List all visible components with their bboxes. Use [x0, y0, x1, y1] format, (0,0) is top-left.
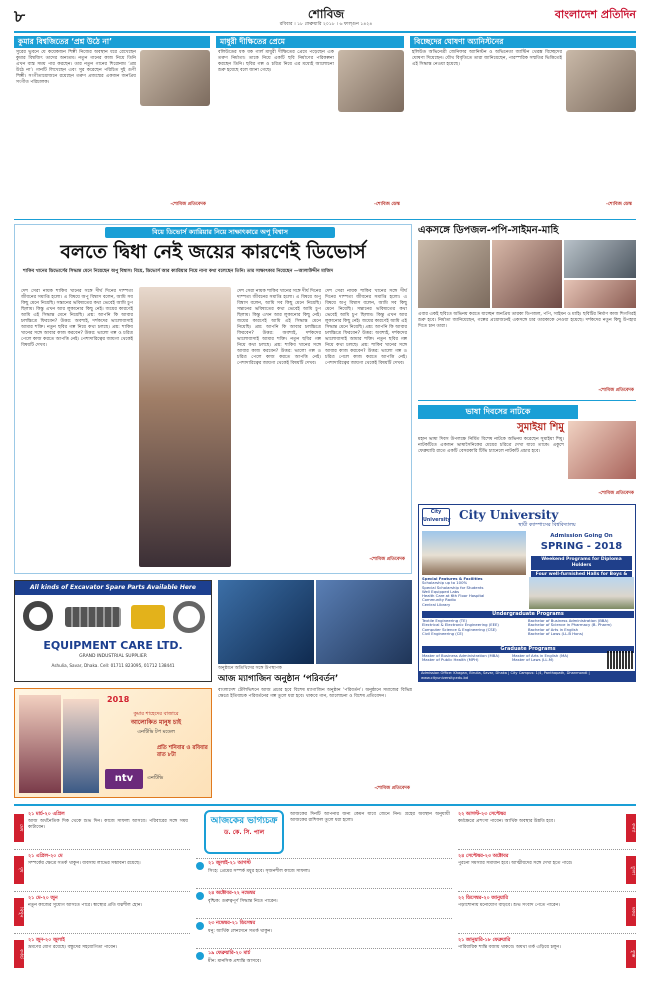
- cu-program-2: Four well-furnished Halls for Boys &: [531, 571, 632, 585]
- header-rule: [14, 31, 636, 33]
- cu-ug-program: Computer Science & Engineering (CSE): [422, 626, 497, 632]
- leo-icon: [196, 862, 204, 870]
- horoscope-left: [14, 810, 190, 976]
- sign-text: পারিবারিক শান্তি বজায় থাকবে। অযথা তর্ক এড়িয়ে চলুন।: [458, 945, 561, 950]
- ekshonge-title: একসঙ্গে ডিপজল-পপি-সাইমন-মাহি: [418, 225, 559, 236]
- apu-interview: [14, 224, 412, 574]
- simon-photo: [564, 240, 636, 278]
- sign-entry: [14, 936, 190, 976]
- story-byline: -শোবিজ ডেস্ক: [606, 202, 632, 207]
- apu-intro: শাকিব খানের ডিভোর্সের সিদ্ধান্ত মেনে নিয়েছেন অপু বিশ্বাস। বিয়ে, ডিভোর্স আর ক্যারিয়ার নিয়ে নানা কথা বলেছেন তিনি। তার সাক্ষাৎকার নিয়েছেন —আলাউদ্দীন মাজিদ: [23, 269, 333, 274]
- page-number: ৮: [14, 7, 26, 27]
- sign-date: ১৯ ফেব্রুয়ারি-২০ মার্চ: [208, 951, 251, 956]
- cu-campus-photo: [422, 531, 526, 575]
- cu-ug-program: Bachelor of Science in Pharmacy (B. Pharm): [528, 622, 612, 628]
- promo-year: 2018: [107, 695, 130, 704]
- story-kumar-biswajit: [14, 36, 210, 214]
- cu-facility: Special Scholarship for Students: [422, 584, 484, 590]
- sign-date: ২১ মার্চ-২০ এপ্রিল: [28, 812, 65, 817]
- equipment-company: EQUIPMENT CARE LTD.: [43, 639, 183, 652]
- cu-facilities-title: Special Features & Facilities: [422, 576, 483, 581]
- horoscope-author: ড. কে. সি. পাল: [223, 829, 265, 836]
- sign-text: সম্পর্কের ক্ষেত্রে সতর্ক থাকুন। ব্যবসায় লাভের সম্ভাবনা রয়েছে।: [28, 861, 141, 866]
- story-madhuri: [216, 36, 404, 214]
- issue-date: রবিবার । ১৮ ফেব্রুয়ারি ২০১৮ । ৬ ফাল্গুন ১৪২৪: [279, 22, 373, 27]
- sign-entry: [14, 894, 190, 934]
- cu-logo-text: City University: [423, 510, 451, 523]
- ntv-promo-ad: [14, 688, 212, 798]
- sign-date: ২১ মে-২০ জুন: [28, 896, 58, 901]
- ntv-logo-text: ntv: [114, 773, 134, 784]
- ekshonge-byline: -শোবিজ প্রতিবেদক: [598, 388, 634, 393]
- promo-sponsor: এনটিভি: [147, 775, 164, 781]
- cu-grad-list: [422, 654, 602, 668]
- cu-ug-program: Civil Engineering (CE): [422, 631, 464, 637]
- story-byline: -শোবিজ ডেস্ক: [374, 202, 400, 207]
- cu-grad-program: Master of Public Health (MPH): [422, 657, 479, 663]
- horoscope-title: আজকের ভাগ্যচক্র: [210, 816, 278, 826]
- excavator-icon: [131, 605, 165, 629]
- capricorn-icon: মকর: [626, 898, 636, 926]
- horoscope-center: [196, 810, 452, 976]
- sign-date: ২১ জুলাই-২১ আগস্ট: [208, 861, 251, 866]
- cu-contact: Admission Office: Khagan, Birulia, Savar, Dhaka | City Campus: 1/4, Panthapath, Dhanmondi | www.cityuniversity.edu.bd: [419, 671, 635, 681]
- sign-date: ২৪ সেপ্টেম্বর-২৩ অক্টোবর: [458, 854, 509, 859]
- horoscope-intro: আজকের দিনটি আপনার জন্য কেমন যাবে জেনে নিন। গ্রহের অবস্থান অনুযায়ী আজকের রাশিফল তুলে ধরা হলো।: [290, 812, 450, 823]
- track-chain-icon: [65, 607, 121, 627]
- sign-entry: [14, 810, 190, 850]
- scorpio-icon: [196, 892, 204, 900]
- story-title: বিচ্ছেদের ঘোষণা অ্যানিস্টনের: [410, 36, 636, 48]
- bhasha-title-box: [418, 405, 578, 419]
- sign-text: ধনু: আর্থিক লেনদেনে সতর্ক থাকুন।: [208, 929, 273, 934]
- promo-line-3: এনটিভি টপ মডেল: [137, 729, 175, 735]
- story-bhasha: [418, 400, 636, 500]
- model-photo-1: [19, 695, 61, 793]
- equipment-care-ad: [14, 580, 212, 682]
- sign-entry: [458, 852, 636, 892]
- cu-facility: Scholarship up to 100%: [422, 580, 468, 586]
- horoscope-right: [458, 810, 636, 976]
- apu-body-right: দেশ সেরা নায়ক শাকিব খানের সঙ্গে দীর্ঘ দিনের দাম্পত্য জীবনের সমাপ্তি হলো। এ বিষয়ে অপু বিশ্বাস বলেন, আমি সব কিছু মেনে নিয়েছি। সন্তানের ভবিষ্যতের কথা ভেবেই আমি চুপ ছিলাম। কিন্তু এখন আর লুকানোর কিছু নেই। জয়ের কারণেই আমি এই সিদ্ধান্ত মেনে নিয়েছি। প্রশ্ন: আপনি কি আবার চলচ্চিত্রে ফিরবেন? উত্তর: অবশ্যই, দর্শকদের ভালোবাসাই আমার শক্তি। নতুন ছবির গল্প নিয়ে কথা চলছে। প্রশ্ন: শাকিব খানের সঙ্গে আবার কাজ করবেন? উত্তর: ভালো গল্প ও চরিত্র পেলে কাজ করতে আপত্তি নেই। পেশাদারিত্বের জায়গা থেকেই বিষয়টি দেখব।: [237, 289, 321, 366]
- sign-entry: [458, 810, 636, 850]
- story-title: মাধুরী দীক্ষিতের প্রেমে: [216, 36, 404, 48]
- page-header: [14, 6, 636, 30]
- cu-ug-program: Bachelor of Laws (LL.B Hons): [528, 631, 584, 637]
- cu-facility: Health Care at 6th Floor Hospital: [422, 593, 485, 599]
- sign-date: ২১ জানুয়ারি-১৮ ফেব্রুয়ারি: [458, 938, 511, 943]
- cu-facilities: [422, 577, 526, 609]
- city-university-ad: [418, 504, 636, 682]
- equipment-tagline: GRAND INDUSTRIAL SUPPLIER: [79, 654, 147, 659]
- sign-text: নতুন কাজের সুযোগ আসতে পারে। স্বাস্থ্যের প্রতি যত্নশীল হোন।: [28, 903, 143, 908]
- pisces-icon: [196, 952, 204, 960]
- taurus-icon: বৃষ: [14, 856, 24, 884]
- ekshonge-body: এবার একই ছবিতে অভিনয় করতে যাচ্ছেন জনপ্রিয় তারকা ডিপজল, পপি, সাইমন ও মাহি। ছবিটির নির্মাণ কাজ শিগগিরই শুরু হবে। নির্মাতা জানিয়েছেন, গল্পের প্রয়োজনেই একসঙ্গে চার তারকাকে নেওয়া হয়েছে। দর্শকদের নতুন কিছু উপহার দিতে চান তারা।: [418, 312, 636, 329]
- story-aniston: [410, 36, 636, 214]
- apu-banner-text: বিয়ে ডিভোর্স ক্যারিয়ার নিয়ে সাক্ষাৎকারে অপু বিশ্বাস: [152, 228, 288, 236]
- show-photo-1: [218, 580, 314, 664]
- madhuri-photo: [338, 50, 404, 112]
- cu-ug-program: Bachelor of Arts in English: [528, 626, 578, 632]
- show-byline: -শোবিজ প্রতিবেদক: [374, 786, 410, 791]
- masthead-logo: বাংলাদেশ প্রতিদিন: [554, 8, 636, 21]
- bhasha-title: ভাষা দিবসের নাটকে: [465, 407, 531, 416]
- promo-schedule: প্রতি শনিবার ও রবিবার রাত ৮টা: [157, 745, 208, 758]
- sign-text: সিংহ: প্রেমের সম্পর্ক মধুর হবে। সৃজনশীল কাজে সাফল্য।: [208, 869, 311, 874]
- virgo-icon: কন্যা: [626, 814, 636, 842]
- apu-photo: [139, 287, 231, 567]
- sign-text: মীন: মানসিক প্রশান্তি আসবে।: [208, 959, 262, 964]
- horoscope-title-box: [204, 810, 284, 854]
- bhasha-byline: -শোবিজ প্রতিবেদক: [598, 491, 634, 496]
- show-title: আজ ম্যাগাজিন অনুষ্ঠান ‘পরিবর্তন’: [218, 674, 339, 684]
- sign-text: কর্মক্ষেত্রে প্রশংসা পাবেন। আর্থিক অবস্থার উন্নতি হবে।: [458, 819, 555, 824]
- cu-building-photo: [529, 577, 634, 609]
- gear-icon: [23, 601, 53, 631]
- slewing-ring-icon: [173, 601, 205, 633]
- cu-program-1: Weekend Programs for Diploma Holders: [531, 556, 632, 570]
- section-title: শোবিজ: [307, 7, 345, 21]
- biswajit-photo: [140, 50, 210, 106]
- aniston-photo: [566, 50, 636, 112]
- sign-date: ২৩ নভেম্বর-২১ ডিসেম্বর: [208, 921, 256, 926]
- bhasha-name: সুমাইয়া শিমু: [517, 422, 564, 433]
- sign-entry: [458, 936, 636, 976]
- sign-entry: [14, 852, 190, 892]
- center-entry: [196, 858, 452, 886]
- sign-date: ২১ জুন-২০ জুলাই: [28, 938, 65, 943]
- story-body: সুরের ভুবনে যে কয়েকজন শিল্পী নিজের অবস্থান ধরে রেখেছেন কুমার বিশ্বজিৎ তাদের অন্যতম। নতুন গানের কাজ নিয়ে তিনি এখন ব্যস্ত সময় পার করছেন। তার নতুন গানের শিরোনাম ‘প্রশ্ন উঠে না’। গানটি লিখেছেন এবং সুর করেছেন পরিচিত দুই গুণী শিল্পী। সংগীতায়োজনে রয়েছেন তরুণ প্রজন্মের একজন জনপ্রিয় সংগীত পরিচালক।: [16, 50, 136, 85]
- cu-facility: Community Radio: [422, 597, 456, 603]
- story-title: কুমার বিশ্বজিতের ‘প্রশ্ন উঠে না’: [14, 36, 210, 48]
- cu-tagline: স্থায়ী ক্যাম্পাসের বিশ্ববিদ্যালয়: [518, 522, 576, 528]
- cu-admission-title: Admission Going On: [550, 533, 613, 539]
- sign-text: পড়াশোনায় মনোযোগ বাড়বে। শুভ সংবাদ পেতে পারেন।: [458, 903, 560, 908]
- excavator-parts-image: [19, 599, 209, 635]
- model-photo-2: [63, 699, 99, 793]
- apu-banner: [105, 227, 335, 238]
- mahi-photo: [564, 280, 636, 308]
- libra-icon: তুলা: [626, 856, 636, 884]
- show-caption: অনুষ্ঠানে অতিথিদের সঙ্গে উপস্থাপক: [218, 666, 282, 671]
- cu-ug-title: Undergraduate Programs: [422, 611, 634, 618]
- sign-date: ২২ ডিসেম্বর-২০ জানুয়ারি: [458, 896, 509, 901]
- cu-grad-title: Graduate Programs: [422, 646, 634, 653]
- aries-icon: মেষ: [14, 814, 24, 842]
- show-photo-2: [316, 580, 412, 664]
- cu-grad-program: Master of Arts in English (MA): [512, 653, 569, 658]
- sign-text: ভ্রমণের যোগ রয়েছে। বন্ধুদের সহযোগিতা পাবেন।: [28, 945, 118, 950]
- apu-byline: -শোবিজ প্রতিবেদক: [369, 557, 405, 562]
- sign-text: আজ অর্থনৈতিক দিক থেকে শুভ দিন। কাজে সাফল্য আসবে। পরিবারের সঙ্গে সময় কাটাবেন।: [28, 819, 188, 830]
- ntv-logo: [105, 769, 143, 789]
- sign-text: বৃশ্চিক: গুরুত্বপূর্ণ সিদ্ধান্ত নিতে পারেন।: [208, 899, 278, 904]
- sign-date: ২১ এপ্রিল-২০ মে: [28, 854, 63, 859]
- sign-date: ২৪ অক্টোবর-২২ নভেম্বর: [208, 891, 256, 896]
- center-entry: [196, 918, 452, 946]
- center-entry: [196, 888, 452, 916]
- cu-facility: Well Equipped Labs: [422, 588, 460, 594]
- cu-ug-program: Textile Engineering (TE): [422, 618, 468, 623]
- center-entry: [196, 948, 452, 976]
- sign-date: ২২ আগস্ট-২৩ সেপ্টেম্বর: [458, 812, 506, 817]
- aquarius-icon: কুম্ভ: [626, 940, 636, 968]
- apu-headline: বলতে দ্বিধা নেই জয়ের কারণেই ডিভোর্স: [60, 241, 366, 263]
- equipment-address: Ashulia, Savar, Dhaka. Cell: 01711 823095, 01712 138441: [51, 663, 175, 668]
- cu-qr-code: [607, 651, 633, 669]
- cu-logo: [422, 508, 450, 526]
- apu-body-far: দেশ সেরা নায়ক শাকিব খানের সঙ্গে দীর্ঘ দিনের দাম্পত্য জীবনের সমাপ্তি হলো। এ বিষয়ে অপু বিশ্বাস বলেন, আমি সব কিছু মেনে নিয়েছি। সন্তানের ভবিষ্যতের কথা ভেবেই আমি চুপ ছিলাম। কিন্তু এখন আর লুকানোর কিছু নেই। জয়ের কারণেই আমি এই সিদ্ধান্ত মেনে নিয়েছি। প্রশ্ন: আপনি কি আবার চলচ্চিত্রে ফিরবেন? উত্তর: অবশ্যই, দর্শকদের ভালোবাসাই আমার শক্তি। নতুন ছবির গল্প নিয়ে কথা চলছে। প্রশ্ন: শাকিব খানের সঙ্গে আবার কাজ করবেন? উত্তর: ভালো গল্প ও চরিত্র পেলে কাজ করতে আপত্তি নেই। পেশাদারিত্বের জায়গা থেকেই বিষয়টি দেখব।: [325, 289, 407, 366]
- cancer-icon: কর্কট: [14, 940, 24, 968]
- popi-photo: [492, 240, 562, 308]
- show-body: বাংলাদেশ টেলিভিশনে আজ প্রচার হবে বিশেষ ম্যাগাজিন অনুষ্ঠান ‘পরিবর্তন’। অনুষ্ঠানে সমাজের বিভিন্ন ক্ষেত্রে ইতিবাচক পরিবর্তনের গল্প তুলে ধরা হবে। থাকবে গান, আলোচনা ও বিশেষ প্রতিবেদন।: [218, 688, 412, 699]
- cu-grad-program: Master of Business Administration (MBA): [422, 653, 500, 658]
- cu-admission-term: SPRING - 2018: [540, 541, 623, 553]
- dipjol-photo: [418, 240, 490, 308]
- promo-line-2: আলোকিত মানুষ চাই: [130, 719, 182, 726]
- horoscope-section: [14, 804, 636, 978]
- cu-name: City University: [459, 508, 559, 522]
- cu-ug-program: Bachelor of Business Administration (BBA): [528, 618, 609, 623]
- bhasha-body: মহান ভাষা দিবস উপলক্ষে নির্মিত বিশেষ নাটকে অভিনয় করেছেন সুমাইয়া শিমু। নাটকটিতে একজন ভাষাসৈনিকের মেয়ের চরিত্রে দেখা যাবে তাকে। একুশে ফেব্রুয়ারি রাতে একটি বেসরকারি টিভি চ্যানেলে নাটকটি প্রচার হবে।: [418, 437, 564, 454]
- story-body: বলিউডের ধক ধক গার্ল মাধুরী দীক্ষিতের প্রেমে পড়েছেন এক তরুণ নির্মাতা। তাকে নিয়ে একটি ছবি নির্মাণের পরিকল্পনা করছেন তিনি। ছবির গল্প ও চরিত্র নিয়ে এর মধ্যেই আলোচনা শুরু হয়েছে বলে জানা গেছে।: [218, 50, 334, 73]
- gemini-icon: মিথুন: [14, 898, 24, 926]
- cu-admission-box: [529, 531, 634, 578]
- shimu-photo: [568, 421, 636, 479]
- story-byline: -শোবিজ প্রতিবেদক: [170, 202, 206, 207]
- story-ekshonge: [418, 224, 636, 398]
- sign-entry: [458, 894, 636, 934]
- cu-ug-program: Electrical & Electronic Engineering (EEE): [422, 622, 499, 628]
- cu-ug-list: [422, 619, 634, 645]
- promo-line-1: কুমার শাহেদের বাজারে: [133, 711, 179, 717]
- row-divider: [14, 219, 636, 220]
- story-poriborton: [218, 580, 412, 798]
- equipment-headline: All kinds of Excavator Spare Parts Available Here: [15, 581, 211, 595]
- sagittarius-icon: [196, 922, 204, 930]
- sign-text: পুরনো সমস্যার সমাধান হবে। আত্মীয়দের সঙ্গে দেখা হতে পারে।: [458, 861, 573, 866]
- story-body: হলিউড অভিনেত্রী জেনিফার অ্যানিস্টন ও অভিনেতা জাস্টিন থেরক্স বিচ্ছেদের ঘোষণা দিয়েছেন। যৌথ বিবৃতিতে তারা জানিয়েছেন, পারস্পরিক সম্মতির ভিত্তিতেই এই সিদ্ধান্ত নেওয়া হয়েছে।: [412, 50, 562, 67]
- cu-facility: Central Library: [422, 601, 451, 607]
- cu-grad-program: Master of Laws (LL.M): [512, 657, 554, 663]
- apu-body-left: দেশ সেরা নায়ক শাকিব খানের সঙ্গে দীর্ঘ দিনের দাম্পত্য জীবনের সমাপ্তি হলো। এ বিষয়ে অপু বিশ্বাস বলেন, আমি সব কিছু মেনে নিয়েছি। সন্তানের ভবিষ্যতের কথা ভেবেই আমি চুপ ছিলাম। কিন্তু এখন আর লুকানোর কিছু নেই। জয়ের কারণেই আমি এই সিদ্ধান্ত মেনে নিয়েছি। প্রশ্ন: আপনি কি আবার চলচ্চিত্রে ফিরবেন? উত্তর: অবশ্যই, দর্শকদের ভালোবাসাই আমার শক্তি। নতুন ছবির গল্প নিয়ে কথা চলছে। প্রশ্ন: শাকিব খানের সঙ্গে আবার কাজ করবেন? উত্তর: ভালো গল্প ও চরিত্র পেলে কাজ করতে আপত্তি নেই। পেশাদারিত্বের জায়গা থেকেই বিষয়টি দেখব।: [21, 289, 133, 348]
